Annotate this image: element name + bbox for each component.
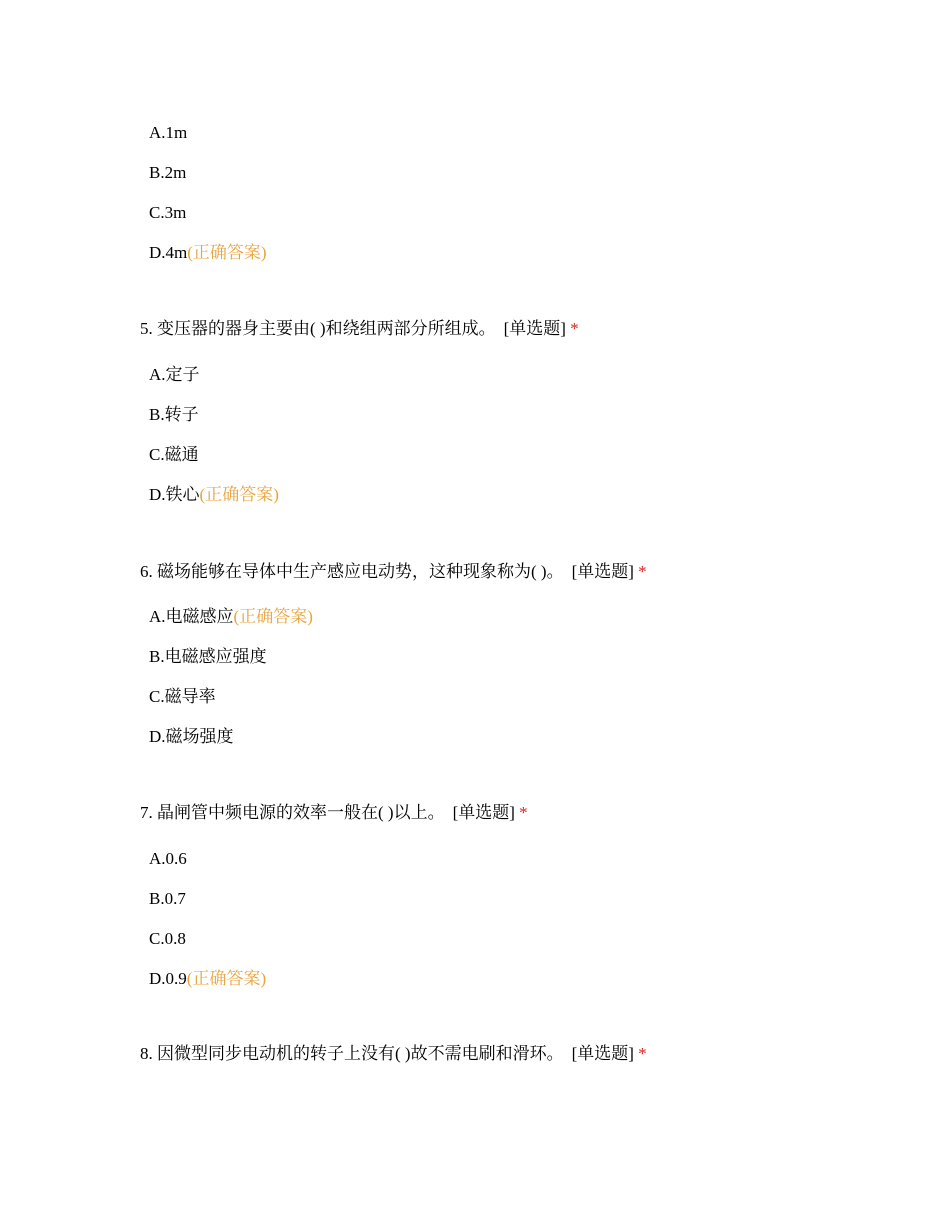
option-label: C.3m: [149, 203, 187, 222]
option-label: C.磁通: [149, 445, 199, 464]
option-label: C.磁导率: [149, 687, 216, 706]
correct-answer-tag: (正确答案): [187, 243, 267, 262]
question-text: 8. 因微型同步电动机的转子上没有( )故不需电刷和滑环。: [140, 1044, 564, 1063]
q5-option-c[interactable]: [149, 444, 199, 466]
q5-option-b[interactable]: [149, 404, 199, 426]
q6-option-a[interactable]: [149, 606, 313, 628]
option-label: B.2m: [149, 163, 187, 182]
option-label: A.定子: [149, 365, 200, 384]
option-label: B.0.7: [149, 889, 186, 908]
option-label: B.电磁感应强度: [149, 647, 267, 666]
question-6-title: [140, 561, 647, 583]
q4-option-a[interactable]: [149, 122, 187, 144]
correct-answer-tag: (正确答案): [233, 607, 313, 626]
option-label: A.电磁感应: [149, 607, 234, 626]
option-label: D.0.9: [149, 969, 187, 988]
q4-option-b[interactable]: [149, 162, 186, 184]
correct-answer-tag: (正确答案): [199, 485, 279, 504]
q6-option-b[interactable]: [149, 646, 267, 668]
question-5-title: [140, 318, 579, 340]
q5-option-a[interactable]: [149, 364, 200, 386]
question-text: 7. 晶闸管中频电源的效率一般在( )以上。: [140, 803, 445, 822]
q7-option-a[interactable]: [149, 848, 187, 870]
question-type-label: [单选题]: [503, 319, 566, 338]
required-star: *: [570, 319, 579, 338]
required-star: *: [638, 562, 647, 581]
question-type-label: [单选题]: [571, 562, 634, 581]
option-label: C.0.8: [149, 929, 186, 948]
required-star: *: [638, 1044, 647, 1063]
q6-option-d[interactable]: [149, 726, 234, 748]
question-type-label: [单选题]: [452, 803, 515, 822]
correct-answer-tag: (正确答案): [186, 969, 267, 988]
option-label: B.转子: [149, 405, 199, 424]
required-star: *: [519, 803, 528, 822]
question-text: 5. 变压器的器身主要由( )和绕组两部分所组成。: [140, 319, 496, 338]
question-text: 6. 磁场能够在导体中生产感应电动势，这种现象称为( )。: [140, 562, 564, 581]
q7-option-b[interactable]: [149, 888, 186, 910]
q7-option-c[interactable]: [149, 928, 186, 950]
option-label: D.磁场强度: [149, 727, 234, 746]
q5-option-d[interactable]: [149, 484, 279, 506]
option-label: D.4m: [149, 243, 188, 262]
q4-option-d[interactable]: [149, 242, 267, 264]
q6-option-c[interactable]: [149, 686, 216, 708]
option-label: A.1m: [149, 123, 188, 142]
q7-option-d[interactable]: [149, 968, 266, 990]
question-type-label: [单选题]: [571, 1044, 634, 1063]
question-8-title: [140, 1043, 647, 1065]
question-7-title: [140, 802, 528, 824]
q4-option-c[interactable]: [149, 202, 186, 224]
option-label: A.0.6: [149, 849, 187, 868]
option-label: D.铁心: [149, 485, 200, 504]
